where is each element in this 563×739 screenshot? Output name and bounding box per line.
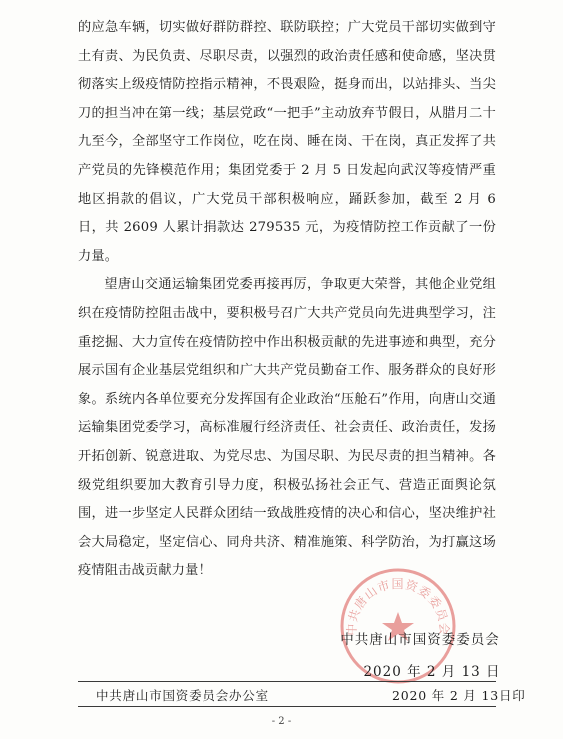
signature-organization: 中共唐山市国资委委员会 — [340, 632, 500, 648]
paragraph-2: 望唐山交通运输集团党委再接再厉，争取更大荣誉，其他企业党组织在疫情防控阻击战中，要积极号召广大共产党员向先进典型学习，注重挖掘、大力宣传在疫情防控中作出积极贡献的先进事迹和典型，充分展示国有企业基层党组织和广大共产党员勤奋工作、服务群众的良好形象。系统内各单位要充分发挥国有企业政治“压舱石”作用，向唐山交通运输集团党委学习，高标准履行经济责任、社会责任、政治责任，发扬开拓创新、锐意进取、为党尽忠、为国尽职、为民尽责的担当精神。各级党组织要加大教育引导力度，积极弘扬社会正气、营造正面舆论氛围，进一步坚定人民群众团结一致战胜疫情的决心和信心，坚决维护社会大局稳定，坚定信心、同舟共济、精准施策、科学防治，为打赢这场疫情阻击战贡献力量！ — [78, 277, 496, 579]
document-body — [78, 14, 496, 586]
footer-issuer: 中共唐山市国资委员会办公室 — [96, 688, 269, 703]
signature-date: 2020 年 2 月 13 日 — [363, 664, 501, 680]
footer-print-date: 2020 年 2 月 13日印 — [392, 688, 526, 703]
svg-text:中共唐山市国资委委员会: 中共唐山市国资委委员会 — [344, 577, 452, 636]
page-number: - 2 - — [271, 716, 292, 727]
footer-bottom-rule — [78, 706, 496, 707]
footer-top-rule — [78, 681, 496, 682]
paragraph-1: 的应急车辆，切实做好群防群控、联防联控；广大党员干部切实做到守土有责、为民负责、尽职尽责，以强烈的政治责任感和使命感，坚决贯彻落实上级疫情防控指示精神，不畏艰险，挺身而出，以站排头、当尖刀的担当冲在第一线；基层党政“一把手”主动放弃节假日，从腊月二十九至今，全部坚守工作岗位，吃在岗、睡在岗、干在岗，真正发挥了共产党员的先锋模范作用；集团党委于 2 月 5 日发起向武汉等疫情严重地区捐款的倡议，广大党员干部积极响应，踊跃参加，截至 2 月 6 日，共 2609 人累计捐款达 279535 元，为疫情防控工作贡献了一份力量。 — [78, 20, 496, 264]
